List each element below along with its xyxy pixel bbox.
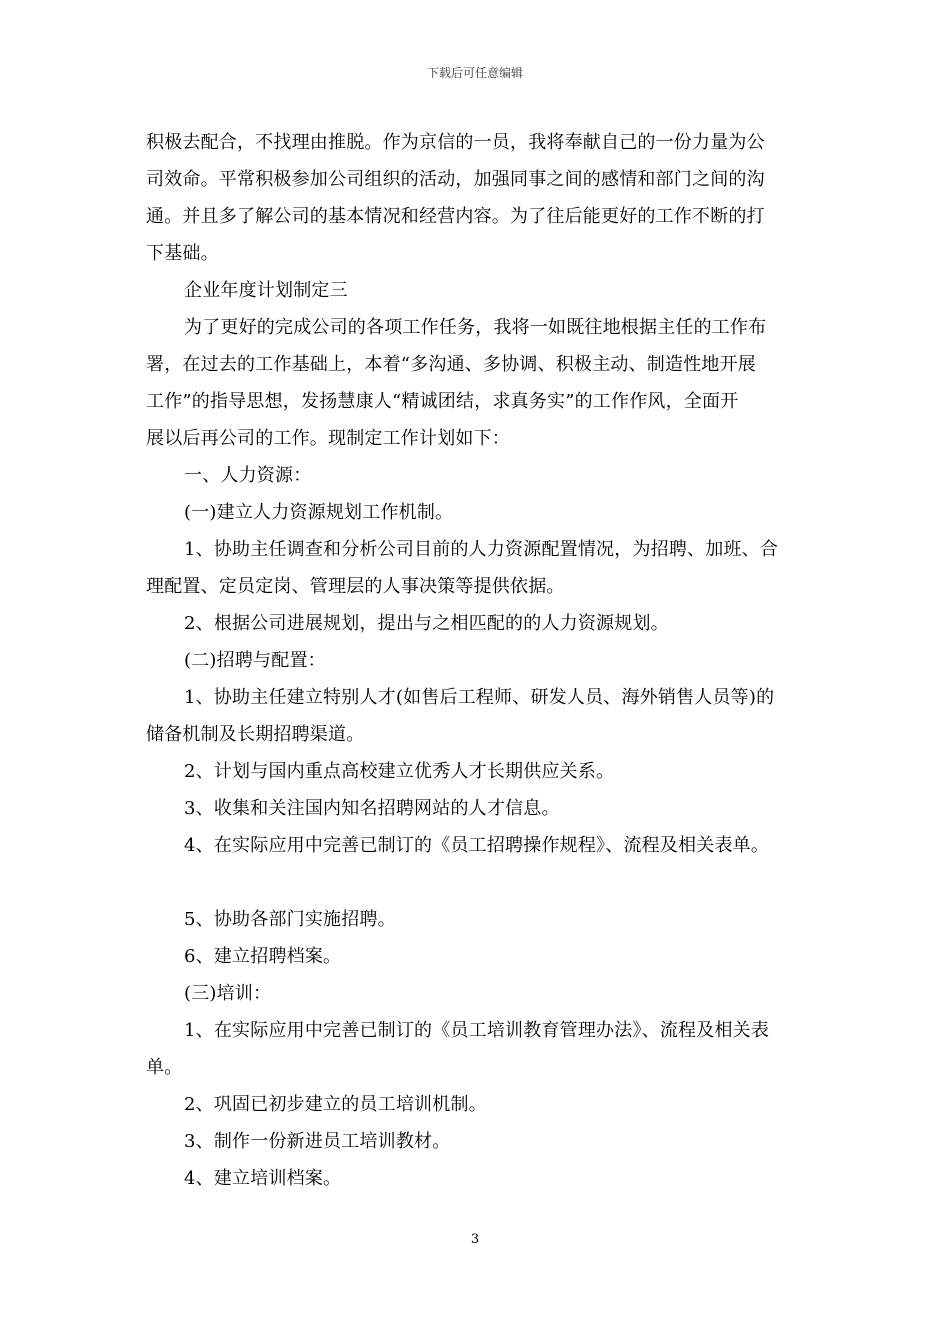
subheading-recruitment: (二)招聘与配置：	[184, 650, 326, 671]
page-number: 3	[470, 1232, 480, 1247]
list-item: 3、制作一份新进员工培训教材。	[184, 1131, 451, 1152]
paragraph-line: 通。并且多了解公司的基本情况和经营内容。为了往后能更好的工作不断的打	[146, 206, 765, 227]
document-body	[146, 124, 806, 1197]
list-item-continuation: 理配置、定员定岗、管理层的人事决策等提供依据。	[146, 576, 565, 597]
list-item-continuation: 储备机制及长期招聘渠道。	[146, 724, 365, 745]
list-item: 2、巩固已初步建立的员工培训机制。	[184, 1094, 487, 1115]
paragraph-line: 为了更好的完成公司的各项工作任务，我将一如既往地根据主任的工作布	[184, 317, 767, 338]
section-title: 企业年度计划制定三	[184, 280, 348, 301]
list-item: 4、在实际应用中完善已制订的《员工招聘操作规程》、流程及相关表单。	[184, 835, 770, 856]
subheading-training: (三)培训：	[184, 983, 272, 1004]
paragraph-line: 署，在过去的工作基础上，本着“多沟通、多协调、积极主动、制造性地开展	[146, 354, 756, 375]
list-item: 2、根据公司进展规划，提出与之相匹配的的人力资源规划。	[184, 613, 669, 634]
list-item: 5、协助各部门实施招聘。	[184, 909, 396, 930]
paragraph-line: 积极去配合，不找理由推脱。作为京信的一员，我将奉献自己的一份力量为公	[146, 132, 765, 153]
list-item: 1、协助主任调查和分析公司目前的人力资源配置情况，为招聘、加班、合	[184, 539, 779, 560]
list-item: 3、收集和关注国内知名招聘网站的人才信息。	[184, 798, 560, 819]
paragraph-line: 展以后再公司的工作。现制定工作计划如下：	[146, 428, 510, 449]
list-item-continuation: 单。	[146, 1057, 183, 1078]
heading-human-resources: 一、人力资源：	[184, 465, 312, 486]
paragraph-line: 下基础。	[146, 243, 219, 264]
list-item: 1、在实际应用中完善已制订的《员工培训教育管理办法》、流程及相关表	[184, 1020, 770, 1041]
list-item: 1、协助主任建立特别人才(如售后工程师、研发人员、海外销售人员等)的	[184, 687, 775, 708]
list-item: 4、建立培训档案。	[184, 1168, 342, 1189]
list-item: 2、计划与国内重点高校建立优秀人才长期供应关系。	[184, 761, 615, 782]
paragraph-line: 司效命。平常积极参加公司组织的活动，加强同事之间的感情和部门之间的沟	[146, 169, 765, 190]
subheading-planning: (一)建立人力资源规划工作机制。	[184, 502, 454, 523]
list-item: 6、建立招聘档案。	[184, 946, 342, 967]
blank-line	[146, 864, 806, 901]
paragraph-line: 工作”的指导思想，发扬慧康人“精诚团结，求真务实”的工作作风，全面开	[146, 391, 739, 412]
page-header: 下载后可任意编辑	[426, 66, 523, 80]
